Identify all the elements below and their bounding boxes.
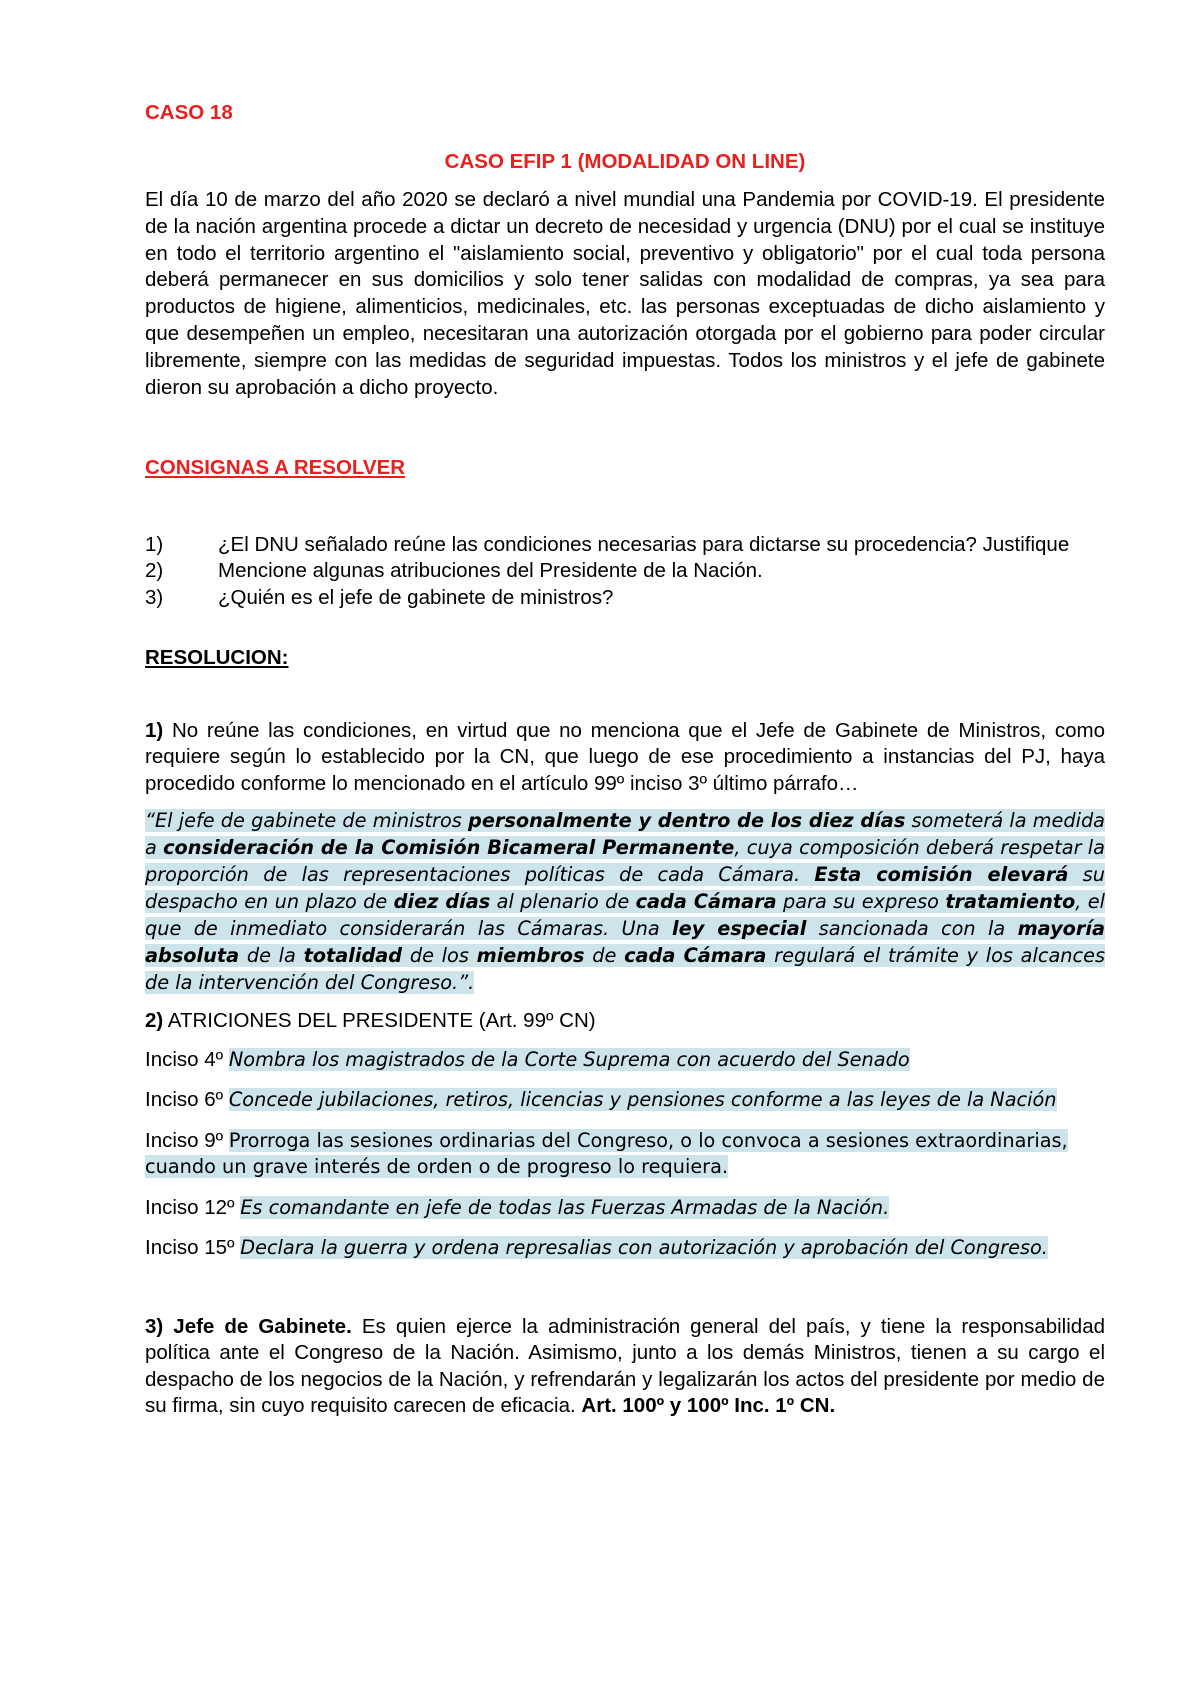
resolucion-2	[145, 1008, 1105, 1035]
inciso-item	[145, 1047, 1105, 1074]
article-quote	[145, 807, 1105, 996]
inciso-text: Concede jubilaciones, retiros, licencias y pensiones conforme a las leyes de la Nación	[228, 1088, 1057, 1112]
inciso-text: Prorroga las sesiones ordinarias del Congreso, o lo convoca a sesiones extraordinarias, cuando un grave interés de orden o de progreso lo requiera.	[145, 1128, 1068, 1179]
resolucion-3-text: Es quien ejerce la administración general del país, y tiene la responsabilidad política ante el Congreso de la Nación. Asimismo, junto a los demás Ministros, tienen a su cargo el despacho de los negocios de la Nación, y refrendarán y legalizarán los actos del presidente por medio de su firma, sin cuyo requisito carecen de eficacia.	[145, 1314, 1105, 1418]
inciso-item	[145, 1087, 1105, 1114]
inciso-label: Inciso 4º	[145, 1047, 229, 1071]
resolucion-2-text: ATRICIONES DEL PRESIDENTE (Art. 99º CN)	[163, 1009, 596, 1033]
consigna-text: Mencione algunas atribuciones del Presidente de la Nación.	[218, 559, 763, 583]
resolucion-1-label: 1)	[145, 718, 164, 742]
consigna-num: 1)	[145, 532, 164, 556]
resolucion-3	[145, 1314, 1105, 1420]
inciso-text: Nombra los magistrados de la Corte Suprema con acuerdo del Senado	[228, 1047, 910, 1071]
resolucion-1-text: No reúne las condiciones, en virtud que no menciona que el Jefe de Gabinete de Ministros, como requiere según lo establecido por la CN, que luego de ese procedimiento a instancias del PJ, haya procedido conforme lo mencionado en el artículo 99º inciso 3º último párrafo…	[145, 718, 1105, 795]
resolucion-heading: RESOLUCION:	[145, 646, 289, 670]
resolucion-3-label: 3) Jefe de Gabinete.	[145, 1314, 352, 1338]
resolucion-2-label: 2)	[145, 1009, 164, 1033]
inciso-label: Inciso 9º	[145, 1128, 229, 1152]
consigna-item-1	[145, 532, 1105, 559]
caso-label: CASO 18	[145, 101, 233, 124]
intro-paragraph: El día 10 de marzo del año 2020 se declaró a nivel mundial una Pandemia por COVID-19. El presidente de la nación argentina procede a dictar un decreto de necesidad y urgencia (DNU) por el cual se instituye en todo el territorio argentino el "aislamiento social, preventivo y obligatorio" por el cual toda persona deberá permanecer en sus domicilios y solo tener salidas con modalidad de compras, ya sea para productos de higiene, alimenticios, medicinales, etc. las personas exceptuadas de dicho aislamiento y que desempeñen un empleo, necesitaran una autorización otorgada por el gobierno para poder circular libremente, siempre con las medidas de seguridad impuestas. Todos los ministros y el jefe de gabinete dieron su aprobación a dicho proyecto.	[145, 188, 1105, 399]
resolucion-3-ref: Art. 100º y 100º Inc. 1º CN.	[581, 1394, 836, 1418]
inciso-label: Inciso 12º	[145, 1195, 241, 1219]
inciso-text: Es comandante en jefe de todas las Fuerzas Armadas de la Nación.	[240, 1195, 890, 1219]
inciso-item	[145, 1195, 1105, 1222]
consigna-num: 3)	[145, 585, 164, 609]
consignas-heading: CONSIGNAS A RESOLVER	[145, 456, 406, 480]
resolucion-1	[145, 718, 1105, 798]
document-page	[145, 100, 1105, 1420]
document-title: CASO EFIP 1 (MODALIDAD ON LINE)	[444, 149, 806, 173]
consigna-text: ¿Quién es el jefe de gabinete de ministros?	[218, 585, 614, 609]
consigna-num: 2)	[145, 559, 164, 583]
inciso-item	[145, 1235, 1105, 1262]
inciso-label: Inciso 15º	[145, 1236, 241, 1260]
consignas-list	[145, 532, 1105, 612]
consigna-item-3	[145, 585, 1105, 612]
inciso-item	[145, 1128, 1105, 1181]
consigna-item-2	[145, 558, 1105, 585]
inciso-label: Inciso 6º	[145, 1088, 229, 1112]
quote-text: “El jefe de gabinete de ministros personalmente y dentro de los diez días someterá la medida a consideración de la Comisión Bicameral Permanente, cuya composición deberá respetar la proporción de las representaciones políticas de cada Cámara. Esta comisión elevará su despacho en un plazo de diez días al plenario de cada Cámara para su expreso tratamiento, el que de inmediato considerarán las Cámaras. Una ley especial sancionada con la mayoría absoluta de la totalidad de los miembros de cada Cámara regulará el trámite y los alcances de la intervención del Congreso.”.	[145, 809, 1106, 995]
inciso-text: Declara la guerra y ordena represalias con autorización y aprobación del Congreso.	[240, 1236, 1048, 1260]
consigna-text: ¿El DNU señalado reúne las condiciones necesarias para dictarse su procedencia? Justifique	[218, 532, 1070, 556]
